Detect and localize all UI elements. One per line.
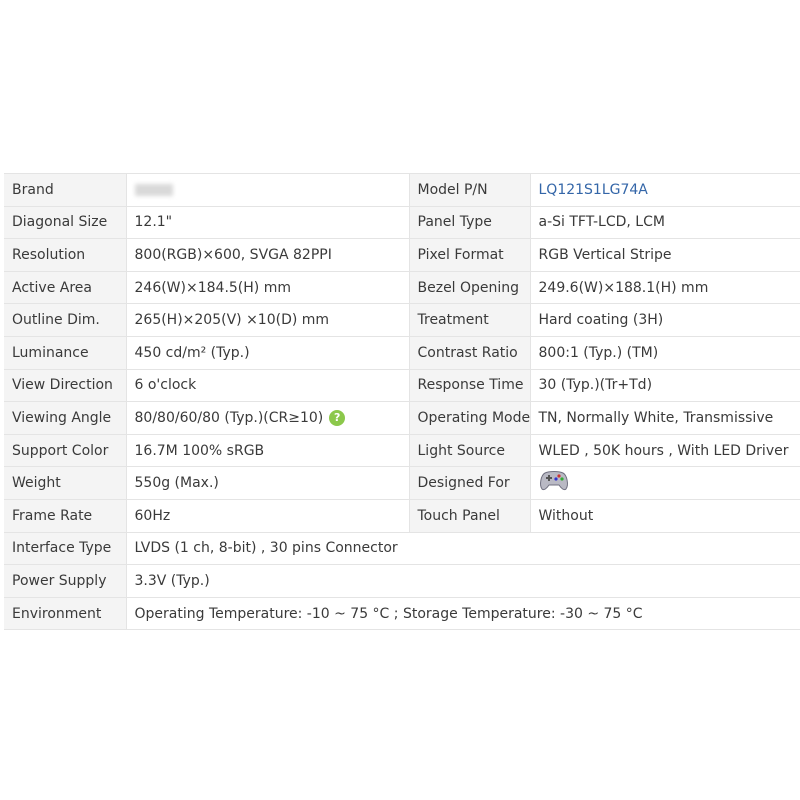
spec-label: Weight bbox=[4, 467, 126, 500]
spec-value bbox=[126, 402, 409, 435]
spec-value: 550g (Max.) bbox=[126, 467, 409, 500]
table-row bbox=[4, 597, 800, 630]
table-row bbox=[4, 304, 800, 337]
spec-label: Power Supply bbox=[4, 565, 126, 598]
spec-label: Bezel Opening bbox=[409, 271, 530, 304]
spec-value: 246(W)×184.5(H) mm bbox=[126, 271, 409, 304]
spec-label: Support Color bbox=[4, 434, 126, 467]
model-link[interactable]: LQ121S1LG74A bbox=[530, 174, 800, 207]
spec-value bbox=[530, 467, 800, 500]
spec-label: Touch Panel bbox=[409, 499, 530, 532]
spec-label: View Direction bbox=[4, 369, 126, 402]
spec-value: a-Si TFT-LCD, LCM bbox=[530, 206, 800, 239]
spec-label: Luminance bbox=[4, 336, 126, 369]
spec-label: Light Source bbox=[409, 434, 530, 467]
spec-value: 3.3V (Typ.) bbox=[126, 565, 800, 598]
spec-label: Brand bbox=[4, 174, 126, 207]
brand-logo-redacted bbox=[135, 184, 173, 196]
spec-value: Operating Temperature: -10 ~ 75 °C ; Storage Temperature: -30 ~ 75 °C bbox=[126, 597, 800, 630]
spec-label: Frame Rate bbox=[4, 499, 126, 532]
spec-value: 60Hz bbox=[126, 499, 409, 532]
spec-label: Resolution bbox=[4, 239, 126, 272]
spec-label: Pixel Format bbox=[409, 239, 530, 272]
table-row bbox=[4, 239, 800, 272]
spec-label: Response Time bbox=[409, 369, 530, 402]
spec-label: Model P/N bbox=[409, 174, 530, 207]
table-row bbox=[4, 532, 800, 565]
spec-label: Active Area bbox=[4, 271, 126, 304]
spec-label: Viewing Angle bbox=[4, 402, 126, 435]
spec-label: Environment bbox=[4, 597, 126, 630]
spec-label: Diagonal Size bbox=[4, 206, 126, 239]
gamepad-icon bbox=[539, 469, 569, 497]
spec-label: Contrast Ratio bbox=[409, 336, 530, 369]
table-row bbox=[4, 336, 800, 369]
spec-value: 30 (Typ.)(Tr+Td) bbox=[530, 369, 800, 402]
spec-label: Designed For bbox=[409, 467, 530, 500]
table-row bbox=[4, 206, 800, 239]
table-row bbox=[4, 467, 800, 500]
spec-value: 6 o'clock bbox=[126, 369, 409, 402]
spec-value: 800(RGB)×600, SVGA 82PPI bbox=[126, 239, 409, 272]
spec-label: Operating Mode bbox=[409, 402, 530, 435]
table-row bbox=[4, 565, 800, 598]
table-row bbox=[4, 402, 800, 435]
spec-value: RGB Vertical Stripe bbox=[530, 239, 800, 272]
spec-value: WLED , 50K hours , With LED Driver bbox=[530, 434, 800, 467]
spec-label: Interface Type bbox=[4, 532, 126, 565]
spec-value: 12.1" bbox=[126, 206, 409, 239]
spec-value: TN, Normally White, Transmissive bbox=[530, 402, 800, 435]
spec-value: 249.6(W)×188.1(H) mm bbox=[530, 271, 800, 304]
viewing-angle-text: 80/80/60/80 (Typ.)(CR≥10) bbox=[134, 409, 324, 426]
question-icon[interactable]: ? bbox=[329, 410, 345, 426]
table-row bbox=[4, 174, 800, 207]
spec-label: Outline Dim. bbox=[4, 304, 126, 337]
table-row bbox=[4, 434, 800, 467]
table-row bbox=[4, 369, 800, 402]
spec-label: Panel Type bbox=[409, 206, 530, 239]
table-row bbox=[4, 271, 800, 304]
spec-value: 265(H)×205(V) ×10(D) mm bbox=[126, 304, 409, 337]
spec-value: LVDS (1 ch, 8-bit) , 30 pins Connector bbox=[126, 532, 800, 565]
spec-value: Hard coating (3H) bbox=[530, 304, 800, 337]
spec-value: 450 cd/m² (Typ.) bbox=[126, 336, 409, 369]
spec-value: 800:1 (Typ.) (TM) bbox=[530, 336, 800, 369]
spec-value bbox=[126, 174, 409, 207]
spec-value: 16.7M 100% sRGB bbox=[126, 434, 409, 467]
table-row bbox=[4, 499, 800, 532]
spec-value: Without bbox=[530, 499, 800, 532]
spec-label: Treatment bbox=[409, 304, 530, 337]
spec-table bbox=[4, 173, 800, 630]
